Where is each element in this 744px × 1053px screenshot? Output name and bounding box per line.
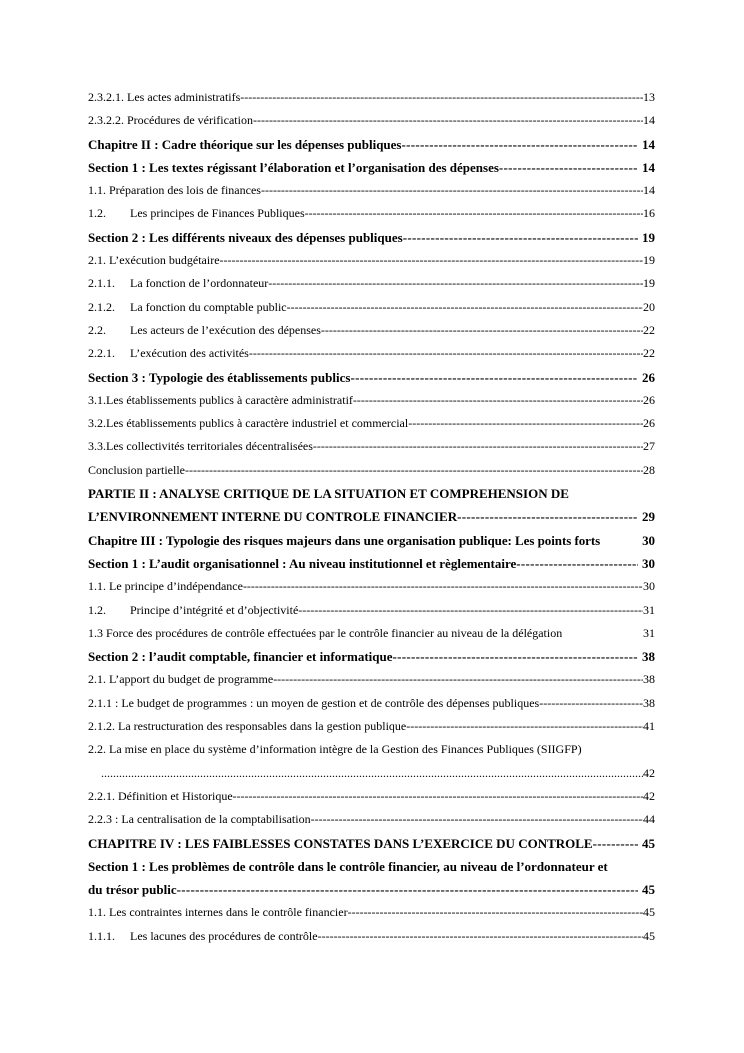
- toc-entry-label: 2.3.2.2. Procédures de vérification: [88, 113, 253, 128]
- toc-entry[interactable]: [88, 109, 655, 132]
- toc-leader: [287, 296, 643, 319]
- toc-page-number: 30: [643, 579, 655, 594]
- toc-entry[interactable]: [88, 901, 655, 924]
- toc-entry-label: Section 1 : Les problèmes de contrôle dans le contrôle financier, au niveau de l’ordonnateur et: [88, 858, 608, 874]
- toc-entry[interactable]: [88, 692, 655, 715]
- toc-entry-label: Chapitre II : Cadre théorique sur les dépenses publiques: [88, 136, 402, 152]
- toc-entry-text: Les principes de Finances Publiques: [130, 206, 305, 221]
- toc-entry-label: [88, 342, 249, 365]
- toc-entry-label: Section 1 : L’audit organisationnel : Au niveau institutionnel et règlementaire: [88, 555, 517, 571]
- toc-entry-section[interactable]: [88, 645, 655, 668]
- toc-entry-number: 2.1.2.: [88, 299, 115, 314]
- toc-entry[interactable]: [88, 435, 655, 458]
- toc-page-number: 42: [643, 765, 655, 780]
- toc-entry-label: 3.1.Les établissements publics à caractère administratif: [88, 392, 353, 407]
- toc-entry-label: [88, 272, 268, 295]
- toc-entry[interactable]: [88, 738, 655, 761]
- toc-page-number: 26: [643, 416, 655, 431]
- toc-page-number: 27: [643, 439, 655, 454]
- toc-entry-text: Les acteurs de l’exécution des dépenses: [130, 322, 321, 337]
- toc-page-number: 22: [643, 346, 655, 361]
- toc-entry-number: 2.2.: [88, 322, 106, 337]
- toc-entry-label: Chapitre III : Typologie des risques majeurs dans une organisation publique: Les points forts: [88, 532, 601, 548]
- toc-entry-label: 2.1.2. La restructuration des responsables dans la gestion publique: [88, 719, 407, 734]
- toc-entry-label: 1.3 Force des procédures de contrôle effectuées par le contrôle financier au niveau de la délégation: [88, 625, 563, 640]
- toc-page-number: 41: [643, 719, 655, 734]
- toc-entry-section-continued[interactable]: [88, 878, 655, 901]
- toc-entry-label: 2.2. La mise en place du système d’information intègre de la Gestion des Finances Publiques (SIIGFP): [88, 742, 582, 757]
- toc-leader: [185, 459, 643, 482]
- toc-leader: [457, 505, 638, 528]
- toc-leader: [305, 202, 643, 225]
- toc-leader: [499, 156, 638, 179]
- toc-leader: [243, 575, 643, 598]
- toc-entry[interactable]: [88, 389, 655, 412]
- toc-entry-label: Section 2 : l’audit comptable, financier et informatique: [88, 649, 393, 665]
- toc-entry-number: 1.2.: [88, 602, 106, 617]
- table-of-contents: [88, 86, 655, 948]
- toc-entry[interactable]: [88, 342, 655, 365]
- toc-entry[interactable]: [88, 319, 655, 342]
- toc-entry-number: 1.2.: [88, 206, 106, 221]
- toc-entry[interactable]: [88, 412, 655, 435]
- toc-entry-part[interactable]: [88, 482, 655, 505]
- toc-entry[interactable]: [88, 808, 655, 831]
- toc-leader: [240, 86, 643, 109]
- toc-entry-label: [88, 202, 305, 225]
- toc-page-number: 26: [643, 392, 655, 407]
- toc-page-number: 45: [643, 928, 655, 943]
- toc-entry-label: 3.3.Les collectivités territoriales décentralisées: [88, 439, 313, 454]
- toc-page-number: 22: [643, 322, 655, 337]
- toc-entry-text: La fonction de l’ordonnateur: [130, 276, 269, 291]
- toc-leader: [313, 435, 643, 458]
- toc-entry-label: 2.1.1 : Le budget de programmes : un moyen de gestion et de contrôle des dépenses publiques: [88, 695, 540, 710]
- toc-entry-chapter[interactable]: [88, 133, 655, 156]
- toc-page-number: 14: [643, 183, 655, 198]
- toc-entry[interactable]: [88, 599, 655, 622]
- toc-page-number: 30: [642, 532, 655, 548]
- toc-page-number: 38: [642, 649, 655, 665]
- toc-entry-label: CHAPITRE IV : LES FAIBLESSES CONSTATES DANS L’EXERCICE DU CONTROLE: [88, 835, 593, 851]
- toc-entry[interactable]: [88, 668, 655, 691]
- toc-entry-text: La fonction du comptable public: [130, 299, 287, 314]
- toc-leader: [403, 226, 638, 249]
- toc-entry[interactable]: [88, 249, 655, 272]
- toc-entry-section[interactable]: [88, 552, 655, 575]
- toc-page-number: 38: [643, 695, 655, 710]
- toc-page-number: 29: [642, 509, 655, 525]
- toc-page-number: 13: [643, 90, 655, 104]
- toc-page-number: 30: [642, 555, 655, 571]
- toc-page-number: 14: [642, 136, 655, 152]
- toc-leader: [539, 692, 643, 715]
- toc-entry-part-continued[interactable]: [88, 505, 655, 528]
- toc-page-number: 14: [643, 113, 655, 128]
- toc-page-number: 19: [643, 253, 655, 268]
- toc-page-number: 20: [643, 299, 655, 314]
- toc-entry-label: PARTIE II : ANALYSE CRITIQUE DE LA SITUATION ET COMPREHENSION DE: [88, 486, 569, 502]
- toc-leader: [406, 715, 643, 738]
- toc-page-number: 14: [642, 159, 655, 175]
- toc-entry-label: [88, 925, 318, 948]
- toc-leader: [261, 179, 643, 202]
- toc-entry-number: 2.2.1.: [88, 346, 115, 361]
- toc-leader: [393, 645, 638, 668]
- toc-entry-section[interactable]: [88, 855, 655, 878]
- toc-page-number: 19: [642, 229, 655, 245]
- toc-leader: [253, 109, 643, 132]
- toc-entry-label: 1.1. Le principe d’indépendance: [88, 579, 243, 594]
- toc-entry-label: Section 2 : Les différents niveaux des dépenses publiques: [88, 229, 403, 245]
- toc-entry-label: du trésor public: [88, 882, 177, 898]
- toc-entry-label: L’ENVIRONNEMENT INTERNE DU CONTROLE FINANCIER: [88, 509, 458, 525]
- toc-entry-label: [88, 296, 287, 319]
- toc-page-number: 44: [643, 812, 655, 827]
- toc-page-number: 45: [643, 905, 655, 920]
- toc-leader: [101, 762, 643, 785]
- toc-entry[interactable]: [88, 86, 655, 109]
- toc-entry[interactable]: [88, 296, 655, 319]
- toc-entry-number: 2.1.1.: [88, 276, 115, 291]
- toc-entry[interactable]: [88, 179, 655, 202]
- toc-entry-section[interactable]: [88, 226, 655, 249]
- toc-leader: [516, 552, 638, 575]
- toc-entry[interactable]: [88, 202, 655, 225]
- toc-page-number: 19: [643, 276, 655, 291]
- toc-entry-section[interactable]: [88, 156, 655, 179]
- toc-leader: [249, 342, 643, 365]
- toc-page-number: 45: [642, 835, 655, 851]
- toc-entry-label: 1.1. Les contraintes internes dans le contrôle financier: [88, 905, 348, 920]
- toc-leader: [268, 272, 643, 295]
- toc-entry[interactable]: [88, 785, 655, 808]
- toc-leader: [402, 133, 639, 156]
- toc-leader: [353, 389, 643, 412]
- toc-entry-continued[interactable]: [88, 762, 655, 785]
- toc-leader: [408, 412, 643, 435]
- toc-leader: [220, 249, 643, 272]
- toc-entry-text: L’exécution des activités: [130, 346, 249, 361]
- toc-leader: [348, 901, 643, 924]
- toc-entry-label: [88, 599, 298, 622]
- toc-entry-label: 2.2.1. Définition et Historique: [88, 788, 233, 803]
- toc-entry-chapter[interactable]: [88, 832, 655, 855]
- toc-entry-label: Section 1 : Les textes régissant l’élaboration et l’organisation des dépenses: [88, 159, 499, 175]
- toc-page-number: 26: [642, 369, 655, 385]
- toc-entry[interactable]: [88, 622, 655, 645]
- toc-entry-label: [88, 319, 321, 342]
- toc-entry-section[interactable]: [88, 366, 655, 389]
- toc-leader: [177, 878, 638, 901]
- toc-leader: [593, 832, 638, 855]
- toc-page-number: 31: [643, 602, 655, 617]
- toc-page-number: 31: [643, 625, 655, 640]
- toc-entry-text: Principe d’intégrité et d’objectivité: [130, 602, 299, 617]
- toc-leader: [318, 925, 643, 948]
- toc-page-number: 42: [643, 788, 655, 803]
- toc-entry-label: 2.2.3 : La centralisation de la comptabilisation: [88, 812, 311, 827]
- toc-page-number: 16: [643, 206, 655, 221]
- toc-entry[interactable]: [88, 925, 655, 948]
- toc-entry-label: 1.1. Préparation des lois de finances: [88, 183, 261, 198]
- toc-entry-text: Les lacunes des procédures de contrôle: [130, 928, 318, 943]
- toc-entry[interactable]: [88, 459, 655, 482]
- toc-leader: [298, 599, 643, 622]
- toc-entry-label: 2.1. L’exécution budgétaire: [88, 253, 220, 268]
- toc-leader: [311, 808, 643, 831]
- toc-entry-label: 2.3.2.1. Les actes administratifs: [88, 90, 241, 104]
- toc-page-number: 28: [643, 462, 655, 477]
- toc-entry[interactable]: [88, 272, 655, 295]
- toc-entry-label: 2.1. L’apport du budget de programme: [88, 672, 274, 687]
- toc-leader: [233, 785, 643, 808]
- toc-entry-label: Section 3 : Typologie des établissements publics: [88, 369, 351, 385]
- toc-entry-chapter[interactable]: [88, 529, 655, 552]
- toc-entry-label: 3.2.Les établissements publics à caractère industriel et commercial: [88, 416, 409, 431]
- toc-page-number: 38: [643, 672, 655, 687]
- toc-entry-number: 1.1.1.: [88, 928, 115, 943]
- toc-entry[interactable]: [88, 575, 655, 598]
- toc-page-number: 45: [642, 882, 655, 898]
- toc-leader: [350, 366, 638, 389]
- toc-leader: [321, 319, 643, 342]
- toc-leader: [273, 668, 643, 691]
- toc-entry[interactable]: [88, 715, 655, 738]
- toc-entry-label: Conclusion partielle: [88, 462, 185, 477]
